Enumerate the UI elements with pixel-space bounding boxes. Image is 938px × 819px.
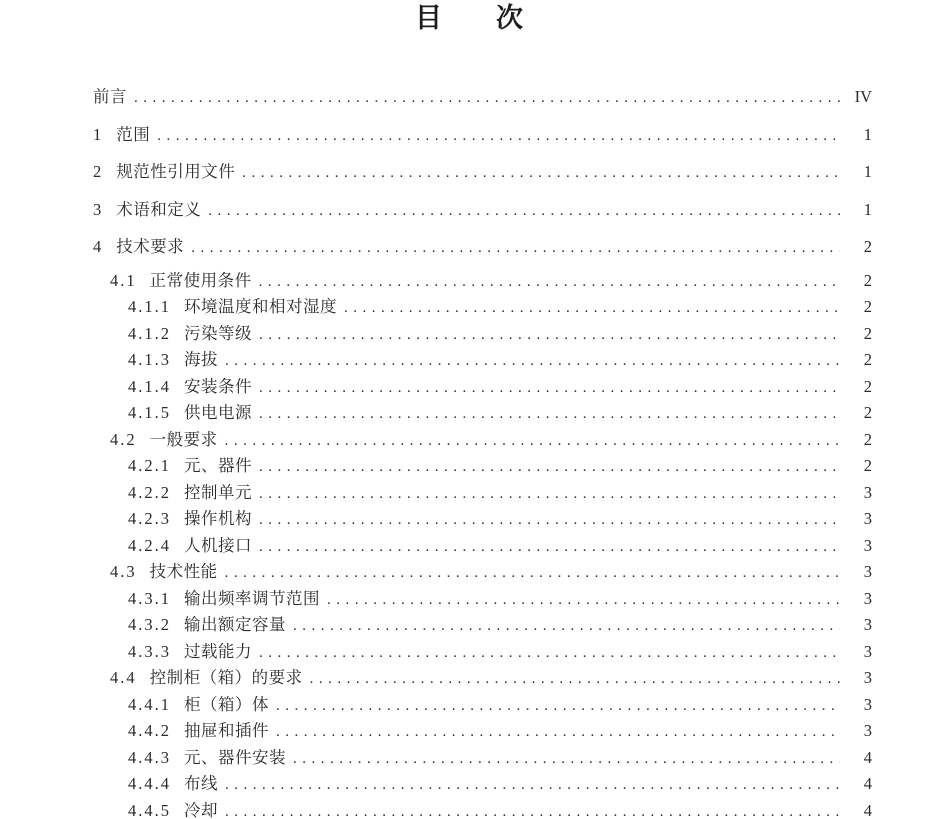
toc-entry <box>93 745 872 772</box>
toc-entry <box>93 122 872 149</box>
toc-entry-label: 技术性能 <box>149 562 218 581</box>
toc-entry-label: 冷却 <box>184 800 218 819</box>
dot-leader <box>259 481 840 508</box>
toc-entry-label: 供电电源 <box>184 403 252 422</box>
toc-entry-page: 3 <box>863 509 872 528</box>
toc-entry <box>93 347 872 374</box>
toc-entry <box>93 268 872 295</box>
toc-entry <box>93 400 872 427</box>
dot-leader <box>259 375 840 402</box>
toc-entry-label: 环境温度和相对湿度 <box>184 297 337 316</box>
toc-entry <box>93 533 872 560</box>
dot-leader <box>293 746 840 773</box>
dot-leader <box>225 348 840 375</box>
dot-leader <box>276 719 840 746</box>
toc-entry-label: 元、器件安装 <box>184 747 286 767</box>
toc-entry <box>93 612 872 639</box>
toc-entry <box>93 427 872 454</box>
toc-entry <box>93 692 872 719</box>
dot-leader <box>259 640 840 667</box>
toc-entry-page: 2 <box>863 456 872 475</box>
toc-entry-label: 输出额定容量 <box>184 615 286 634</box>
toc-entry-number: 4 <box>93 237 104 256</box>
dot-leader <box>208 198 840 225</box>
toc-entry <box>93 559 872 586</box>
toc-entry-page: 2 <box>863 403 872 422</box>
toc-entry-page: 4 <box>863 800 872 819</box>
toc-entry-number: 4.4 <box>110 668 137 687</box>
toc-entry-label: 海拔 <box>184 350 218 369</box>
toc-entry-page: 4 <box>863 747 872 767</box>
toc-entry <box>93 798 872 819</box>
toc-entry-label: 安装条件 <box>184 376 252 396</box>
toc-entry-label: 规范性引用文件 <box>116 162 236 181</box>
toc-entry-number: 4.3 <box>110 562 137 581</box>
toc-entry-page: 3 <box>863 588 872 608</box>
toc-entry <box>93 718 872 745</box>
toc-entry <box>93 506 872 533</box>
toc-entry-number: 4.1.5 <box>128 403 171 422</box>
toc-entry-page: 3 <box>863 668 872 687</box>
page-title: 目 次 <box>415 3 523 33</box>
toc-entry-label: 范围 <box>116 124 151 144</box>
toc-entry-page: 2 <box>863 429 872 449</box>
toc-entry <box>93 665 872 692</box>
toc-entry-number: 3 <box>93 199 104 219</box>
toc-entry <box>93 321 872 348</box>
toc-entry-page: 2 <box>863 237 872 256</box>
toc-entry-number: 4.2.1 <box>128 456 171 475</box>
toc-entry-number: 4.2.3 <box>128 509 171 528</box>
toc-entry-number: 4.2.4 <box>128 535 171 555</box>
toc-entry-number: 4.2 <box>110 429 137 449</box>
toc-entry-number: 4.3.1 <box>128 588 171 608</box>
toc-entry <box>93 771 872 798</box>
toc-entry-number: 4.1 <box>110 270 137 290</box>
toc-entry-label: 操作机构 <box>184 509 252 528</box>
toc-entry <box>93 639 872 666</box>
toc-entry-page: 1 <box>863 199 872 219</box>
toc-entry <box>93 197 872 224</box>
toc-entry-page: 3 <box>863 482 872 502</box>
toc-entry <box>93 84 872 111</box>
toc-entry-label: 污染等级 <box>184 323 252 343</box>
dot-leader <box>259 322 840 349</box>
toc-entry-page: IV <box>854 87 872 106</box>
toc-entry-label: 术语和定义 <box>116 199 202 219</box>
toc-entry-page: 1 <box>863 124 872 144</box>
dot-leader <box>259 507 840 534</box>
toc-entry-label: 过载能力 <box>184 641 252 661</box>
toc-entry <box>93 234 872 261</box>
toc-entry-label: 输出频率调节范围 <box>184 588 320 608</box>
dot-leader <box>225 772 840 799</box>
toc-entry-page: 1 <box>863 162 872 181</box>
toc-entry-label: 柜（箱）体 <box>184 694 269 714</box>
dot-leader <box>327 587 840 614</box>
toc-entry-number: 2 <box>93 162 104 181</box>
toc-entry-page: 2 <box>863 297 872 316</box>
dot-leader <box>293 613 840 640</box>
toc-entry-label: 人机接口 <box>184 535 252 555</box>
toc-entry-page: 3 <box>863 562 872 581</box>
toc-entry-label: 技术要求 <box>116 237 185 256</box>
toc-entry-label: 控制柜（箱）的要求 <box>149 668 303 687</box>
toc-entry-label: 正常使用条件 <box>149 270 252 290</box>
toc-entry-number: 4.4.3 <box>128 747 171 767</box>
dot-leader <box>259 534 840 561</box>
dot-leader <box>157 123 840 150</box>
toc-entry <box>93 480 872 507</box>
toc-entry-number: 4.2.2 <box>128 482 171 502</box>
dot-leader <box>276 693 840 720</box>
toc-entry-label: 前言 <box>93 87 127 106</box>
toc-list <box>93 84 872 819</box>
toc-entry-page: 3 <box>863 721 872 740</box>
toc-entry-page: 2 <box>863 376 872 396</box>
dot-leader <box>225 428 840 455</box>
toc-entry-page: 2 <box>863 350 872 369</box>
toc-entry-page: 2 <box>863 270 872 290</box>
toc-entry-page: 3 <box>863 535 872 555</box>
toc-entry-number: 4.4.5 <box>128 800 171 819</box>
toc-entry <box>93 453 872 480</box>
dot-leader <box>310 666 840 693</box>
toc-entry-page: 2 <box>863 323 872 343</box>
toc-entry-page: 3 <box>863 694 872 714</box>
toc-entry <box>93 374 872 401</box>
toc-entry <box>93 294 872 321</box>
dot-leader <box>344 295 840 322</box>
toc-entry <box>93 159 872 186</box>
toc-entry-number: 4.3.3 <box>128 641 171 661</box>
toc-entry-number: 4.4.4 <box>128 774 171 793</box>
toc-entry-page: 4 <box>863 774 872 793</box>
dot-leader <box>225 560 840 587</box>
toc-entry-number: 1 <box>93 124 104 144</box>
toc-entry-number: 4.1.4 <box>128 376 171 396</box>
toc-entry-number: 4.1.1 <box>128 297 171 316</box>
dot-leader <box>259 269 840 296</box>
dot-leader <box>259 401 840 428</box>
dot-leader <box>134 85 840 112</box>
toc-entry-number: 4.4.2 <box>128 721 171 740</box>
toc-entry <box>93 586 872 613</box>
toc-entry-label: 控制单元 <box>184 482 252 502</box>
toc-entry-label: 元、器件 <box>184 456 252 475</box>
toc-entry-number: 4.1.3 <box>128 350 171 369</box>
dot-leader <box>259 454 840 481</box>
toc-entry-label: 一般要求 <box>149 429 218 449</box>
toc-entry-number: 4.3.2 <box>128 615 171 634</box>
toc-entry-page: 3 <box>863 615 872 634</box>
toc-entry-label: 抽屉和插件 <box>184 721 269 740</box>
dot-leader <box>191 235 840 262</box>
dot-leader <box>242 160 840 187</box>
toc-entry-label: 布线 <box>184 774 218 793</box>
dot-leader <box>225 799 840 819</box>
toc-entry-number: 4.1.2 <box>128 323 171 343</box>
toc-entry-page: 3 <box>863 641 872 661</box>
toc-entry-number: 4.4.1 <box>128 694 171 714</box>
